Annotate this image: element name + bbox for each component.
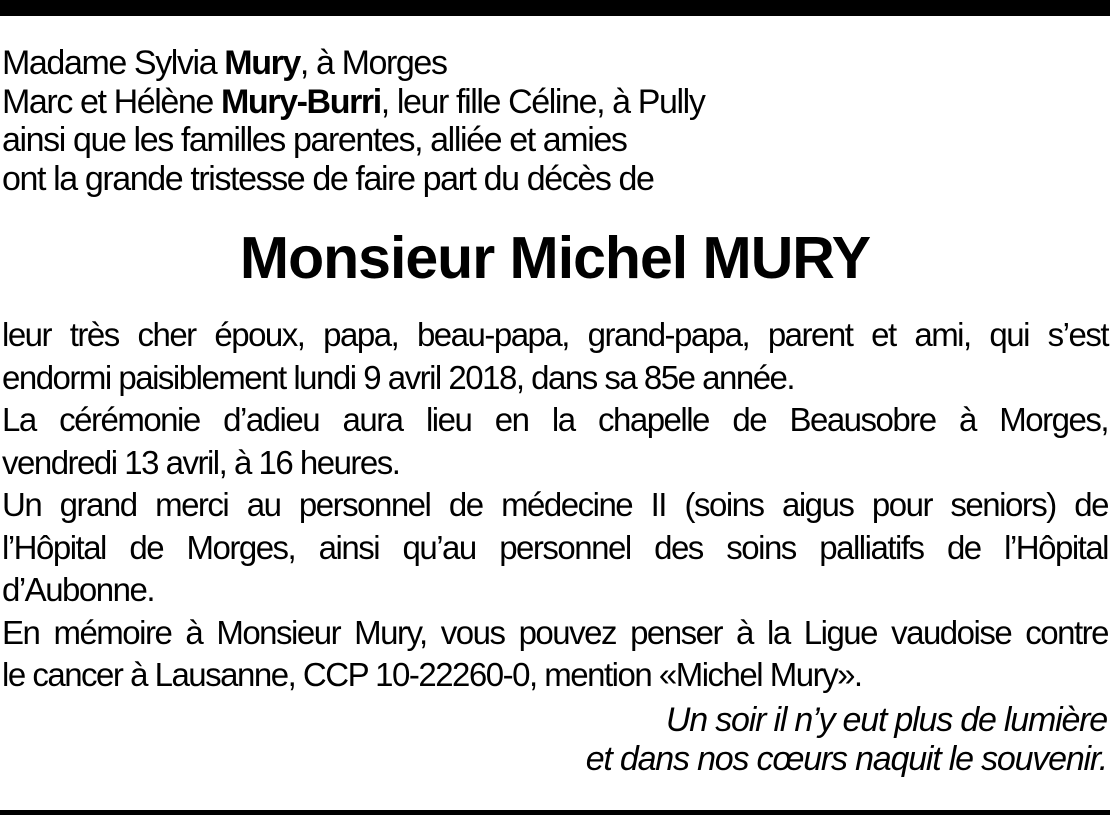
body-line: En mémoire à Monsieur Mury, vous pouvez penser à la Ligue vaudoise contre bbox=[2, 613, 1108, 651]
body-line: Un grand merci au personnel de médecine II (soins aigus pour seniors) de bbox=[2, 486, 1108, 523]
deceased-name-heading: Monsieur Michel MURY bbox=[239, 225, 871, 291]
body-line: leur très cher époux, papa, beau-papa, grand-papa, parent et ami, qui s’est bbox=[2, 316, 1108, 353]
quote-line-2: et dans nos cœurs naquit le souvenir. bbox=[585, 740, 1107, 778]
intro-line-1: Madame Sylvia Mury, à Morges bbox=[2, 44, 447, 82]
body-line: La cérémonie d’adieu aura lieu en la chapelle de Beausobre à Morges, bbox=[2, 401, 1108, 438]
closing-quote bbox=[407, 701, 1107, 779]
quote-line-1: Un soir il n’y eut plus de lumière bbox=[665, 701, 1107, 739]
bottom-border-rule bbox=[0, 810, 1110, 815]
top-border-rule bbox=[0, 0, 1110, 16]
body-line: endormi paisiblement lundi 9 avril 2018, dans sa 85e année. bbox=[2, 358, 795, 396]
intro-line-2: Marc et Hélène Mury-Burri, leur fille Céline, à Pully bbox=[2, 82, 705, 121]
intro-line-3: ainsi que les familles parentes, alliée et amies bbox=[2, 121, 627, 159]
intro-line-4: ont la grande tristesse de faire part du décès de bbox=[2, 159, 654, 198]
body-line: d’Aubonne. bbox=[2, 571, 154, 608]
obituary-body bbox=[2, 314, 1108, 697]
body-line: le cancer à Lausanne, CCP 10-22260-0, mention «Michel Mury». bbox=[2, 656, 862, 693]
body-line: l’Hôpital de Morges, ainsi qu’au personnel des soins palliatifs de l’Hôpital bbox=[2, 528, 1108, 566]
surname-bold: Mury bbox=[224, 44, 300, 82]
body-line: vendredi 13 avril, à 16 heures. bbox=[2, 443, 400, 481]
surname-bold: Mury-Burri bbox=[221, 82, 381, 121]
family-announcement bbox=[2, 44, 1102, 198]
